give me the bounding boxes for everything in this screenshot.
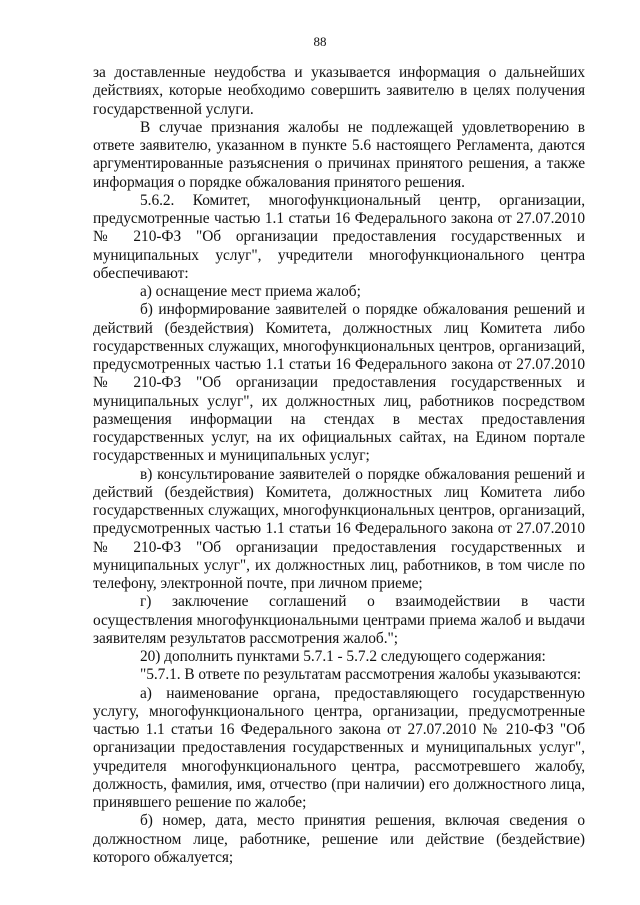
paragraph-refusal-case: В случае признания жалобы не подлежащей удовлетворению в ответе заявителю, указанном в пункте 5.6 настоящего Регламента, даются аргументированные разъяснения о причинах принятого решения, а также информация о порядке обжалования принятого решения. [93,118,585,191]
list-item-b: б) информирование заявителей о порядке обжалования решений и действий (бездействия) Комитета, должностных лиц Комитета либо государственных служащих, многофункциональных центров, организаций, предусмотренных частью 1.1 статьи 16 Федерального закона от 27.07.2010 № 210-ФЗ "Об организации предоставления государственных и муниципальных услуг", их должностных лиц, работников посредством размещения информации на стендах в местах предоставления государственных услуг, на их официальных сайтах, на Едином портале государственных и муниципальных услуг; [93,301,585,465]
document-body [93,64,585,867]
paragraph-continuation: за доставленные неудобства и указывается информация о дальнейших действиях, которые необходимо совершить заявителю в целях получения государственной услуги. [93,64,585,118]
list-item-v: в) консультирование заявителей о порядке обжалования решений и действий (бездействия) Комитета, должностных лиц Комитета либо государственных служащих, многофункциональных центров, организаций, предусмотренных частью 1.1 статьи 16 Федерального закона от 27.07.2010 № 210-ФЗ "Об организации предоставления государственных и муниципальных услуг", их должностных лиц, работников, в том числе по телефону, электронной почте, при личном приеме; [93,465,585,592]
list-item-b-answer: б) номер, дата, место принятия решения, включая сведения о должностном лице, работнике, решение или действие (бездействие) которого обжалуется; [93,812,585,866]
list-item-a-answer: а) наименование органа, предоставляющего государственную услугу, многофункционального центра, организации, предусмотренные частью 1.1 статьи 16 Федерального закона от 27.07.2010 № 210-ФЗ "Об организации предоставления государственных и муниципальных услуг", учредителя многофункционального центра, рассмотревшего жалобу, должность, фамилия, имя, отчество (при наличии) его должностного лица, принявшего решение по жалобе; [93,684,585,811]
paragraph-5-7-1: "5.7.1. В ответе по результатам рассмотрения жалобы указываются: [140,666,582,684]
list-item-g: г) заключение соглашений о взаимодействии в части осуществления многофункциональными центрами приема жалоб и выдачи заявителям результатов рассмотрения жалоб."; [93,593,585,647]
paragraph-item-20: 20) дополнить пунктами 5.7.1 - 5.7.2 следующего содержания: [140,648,546,665]
page-number: 88 [313,34,327,49]
paragraph-5-6-2: 5.6.2. Комитет, многофункциональный центр, организации, предусмотренные частью 1.1 статьи 16 Федерального закона от 27.07.2010 № 210-ФЗ "Об организации предоставления государственных и муниципальных услуг", учредители многофункционального центра обеспечивают: [93,191,585,282]
list-item-a: а) оснащение мест приема жалоб; [140,283,361,300]
